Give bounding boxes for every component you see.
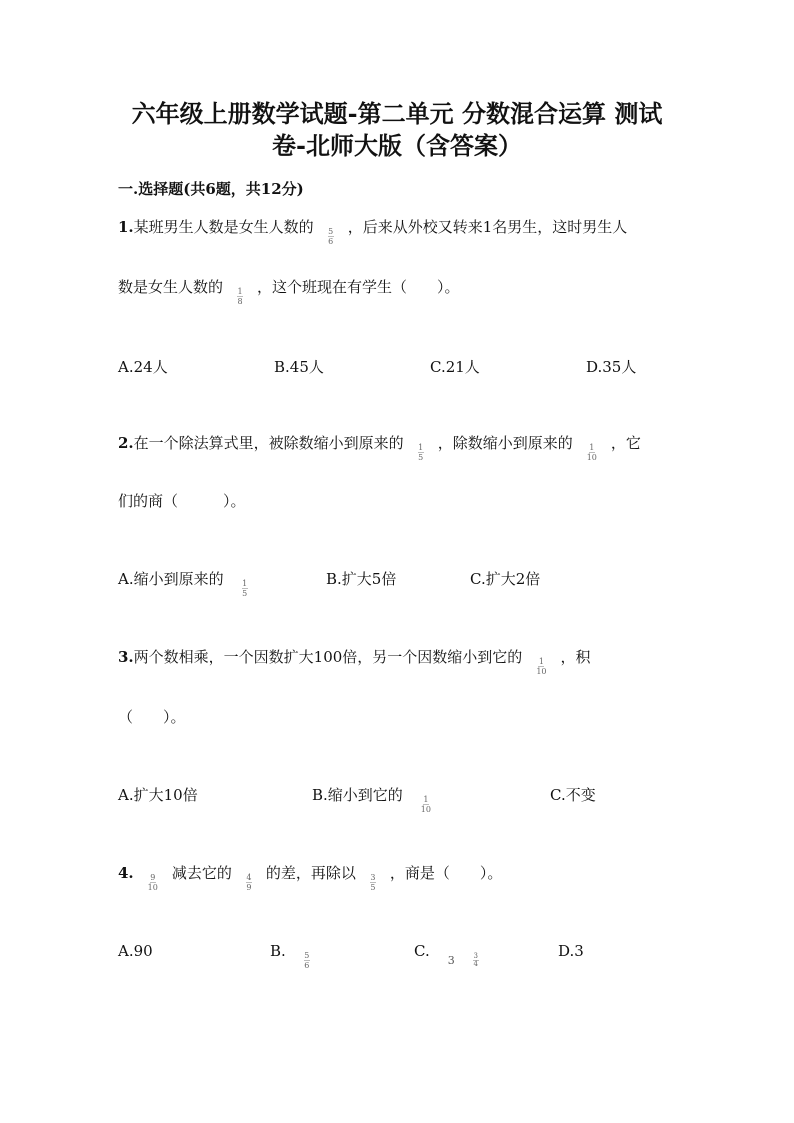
q3-option-b[interactable] [312,784,445,814]
q4-option-b[interactable] [270,942,324,970]
numerator: 1 [418,442,424,452]
option-label: A.缩小到原来的 [118,570,224,588]
question-2-line1 [118,432,641,462]
q4-option-d[interactable]: D.3 [558,942,584,960]
section-heading: 一.选择题(共6题，共12分) [118,180,304,198]
question-text: ，这个班现在有学生（ ）。 [257,278,460,296]
question-number: 1. [118,218,134,236]
fraction [246,873,252,892]
question-2-line2: 们的商（ ）。 [118,492,246,510]
question-3-line2: （ ）。 [118,708,186,726]
fraction [242,579,248,598]
q4-option-a[interactable]: A.90 [118,942,153,960]
fraction [370,873,376,892]
question-4-line1 [118,862,503,892]
question-text: ，商是（ ）。 [389,864,503,882]
numerator: 3 [370,872,376,882]
question-text: 减去它的 [171,864,232,882]
q3-option-a[interactable]: A.扩大10倍 [118,786,198,804]
question-text: ，积 [560,648,591,666]
q2-option-a[interactable] [118,568,262,598]
numerator: 1 [237,286,243,296]
denominator: 10 [586,452,597,462]
question-number: 2. [118,434,134,452]
question-1-line2 [118,276,460,306]
question-text: 在一个除法算式里，被除数缩小到原来的 [133,434,404,452]
denominator: 4 [473,960,478,968]
denominator: 10 [536,666,547,676]
question-text: ，它 [610,434,641,452]
numerator: 1 [423,794,429,804]
numerator: 3 [473,952,478,960]
denominator: 5 [418,452,424,462]
denominator: 6 [328,236,334,246]
denominator: 5 [242,588,248,598]
numerator: 5 [304,950,310,960]
denominator: 6 [304,960,310,970]
q2-option-b[interactable]: B.扩大5倍 [326,570,397,588]
numerator: 1 [242,578,248,588]
denominator: 8 [237,296,243,306]
q2-option-c[interactable]: C.扩大2倍 [470,570,541,588]
numerator: 4 [246,872,252,882]
denominator: 9 [246,882,252,892]
denominator: 10 [420,804,431,814]
question-text: 某班男生人数是女生人数的 [133,218,314,236]
fraction [421,795,431,814]
whole-part: 3 [447,954,455,967]
question-1-line1 [118,216,628,246]
q1-option-c[interactable]: C.21人 [430,358,480,376]
fraction [587,443,597,462]
question-number: 3. [118,648,134,666]
fraction [148,873,158,892]
q4-option-c[interactable] [414,942,479,968]
fraction [418,443,424,462]
fraction [536,657,546,676]
question-text: 的差，再除以 [265,864,356,882]
q1-option-a[interactable]: A.24人 [118,358,168,376]
question-number: 4. [118,864,134,882]
page-title-line1: 六年级上册数学试题-第二单元 分数混合运算 测试 [131,99,663,128]
q3-option-c[interactable]: C.不变 [550,786,596,804]
question-text: 数是女生人数的 [118,278,224,296]
q1-option-d[interactable]: D.35人 [586,358,637,376]
fraction [237,287,243,306]
fraction [328,227,334,246]
q1-option-b[interactable]: B.45人 [274,358,324,376]
mixed-number [448,953,479,968]
question-text: 两个数相乘，一个因数扩大100倍，另一个因数缩小到它的 [133,648,523,666]
question-text: ，除数缩小到原来的 [437,434,573,452]
fraction [304,951,310,970]
numerator: 9 [150,872,156,882]
question-text: ，后来从外校又转来1名男生，这时男生人 [347,218,628,236]
question-3-line1 [118,646,591,676]
option-label: B. [270,942,286,960]
page-title-line2: 卷-北师大版（含答案） [272,131,522,160]
denominator: 5 [370,882,376,892]
denominator: 10 [147,882,158,892]
option-label: C. [414,942,430,960]
numerator: 5 [328,226,334,236]
numerator: 1 [538,656,544,666]
option-label: B.缩小到它的 [312,786,403,804]
fraction [473,953,479,968]
numerator: 1 [589,442,595,452]
